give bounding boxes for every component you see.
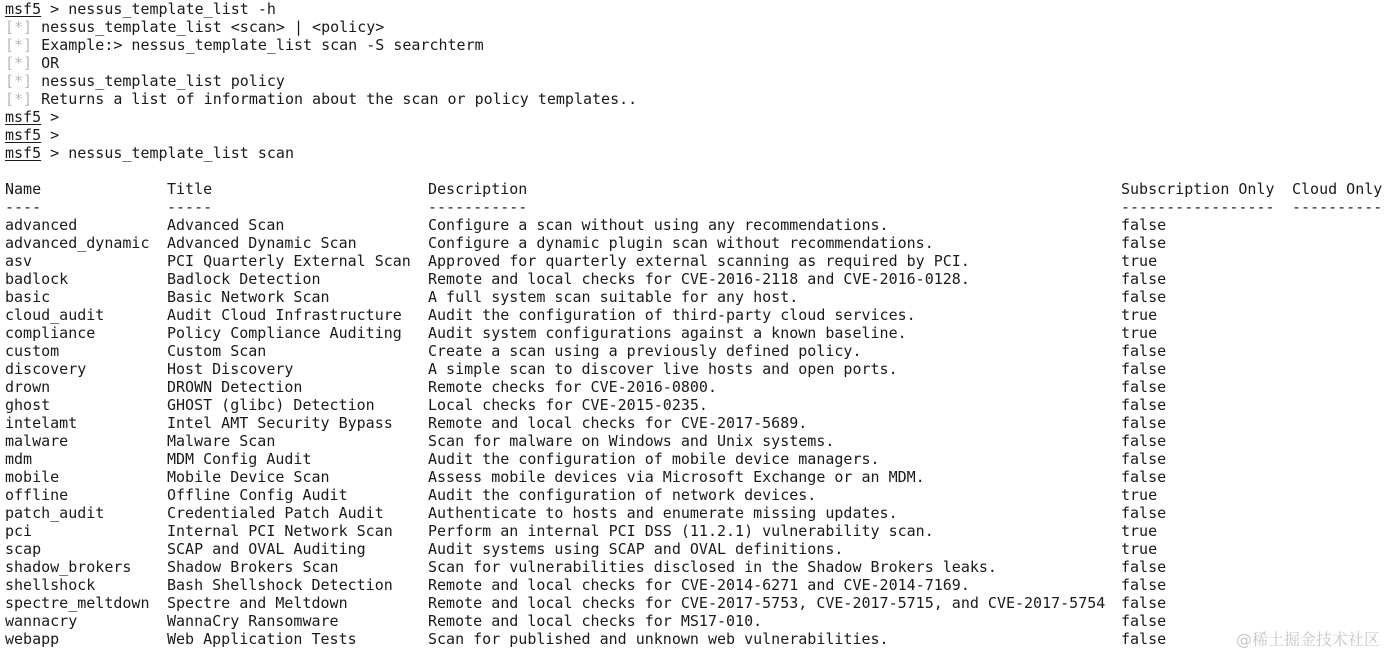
cell-title: Advanced Scan — [167, 216, 285, 234]
prompt-label: msf5 — [5, 126, 42, 144]
table-row — [5, 306, 1385, 324]
cell-subscription-only: false — [1121, 468, 1167, 486]
cell-subscription-only: false — [1121, 414, 1167, 432]
separator-subscription-only: ----------------- — [1121, 198, 1275, 216]
cell-name: badlock — [5, 270, 69, 288]
table-row — [5, 594, 1385, 612]
cell-subscription-only: false — [1121, 396, 1167, 414]
line-text: OR — [32, 54, 60, 72]
cell-description: Remote and local checks for MS17-010. — [428, 612, 763, 630]
command-line — [5, 108, 1385, 126]
watermark: @稀土掘金技术社区 — [1235, 630, 1380, 649]
cell-description: Audit the configuration of network devices. — [428, 486, 817, 504]
cell-name: mobile — [5, 468, 60, 486]
table-row — [5, 630, 1385, 648]
cell-title: MDM Config Audit — [167, 450, 312, 468]
separator-title: ----- — [167, 198, 213, 216]
table-header-row — [5, 180, 1385, 198]
table-row — [5, 216, 1385, 234]
line-text: > — [41, 108, 60, 126]
prompt-label: msf5 — [5, 0, 42, 18]
line-text: Returns a list of information about the scan or policy templates.. — [32, 90, 638, 108]
command-line — [5, 126, 1385, 144]
cell-title: Badlock Detection — [167, 270, 321, 288]
table-row — [5, 234, 1385, 252]
info-marker: [*] — [5, 18, 33, 36]
cell-name: pci — [5, 522, 33, 540]
cell-subscription-only: false — [1121, 432, 1167, 450]
cell-title: WannaCry Ransomware — [167, 612, 339, 630]
table-body — [5, 216, 1385, 648]
cell-name: wannacry — [5, 612, 78, 630]
cell-subscription-only: false — [1121, 558, 1167, 576]
cell-subscription-only: true — [1121, 306, 1158, 324]
table-row — [5, 414, 1385, 432]
cell-name: patch_audit — [5, 504, 105, 522]
line-text: > — [41, 126, 60, 144]
cell-name: mdm — [5, 450, 33, 468]
cell-subscription-only: true — [1121, 486, 1158, 504]
prompt-label: msf5 — [5, 144, 42, 162]
table-row — [5, 378, 1385, 396]
terminal-output — [5, 0, 1385, 648]
template-table — [5, 180, 1385, 648]
line-text: nessus_template_list <scan> | <policy> — [32, 18, 385, 36]
cell-name: discovery — [5, 360, 87, 378]
cell-subscription-only: false — [1121, 630, 1167, 648]
cell-subscription-only: false — [1121, 360, 1167, 378]
cell-subscription-only: true — [1121, 324, 1158, 342]
cell-subscription-only: false — [1121, 288, 1167, 306]
cell-name: custom — [5, 342, 60, 360]
cell-title: Credentialed Patch Audit — [167, 504, 384, 522]
cell-description: Scan for published and unknown web vulnerabilities. — [428, 630, 889, 648]
info-marker: [*] — [5, 90, 33, 108]
cell-title: DROWN Detection — [167, 378, 303, 396]
table-row — [5, 288, 1385, 306]
info-marker: [*] — [5, 54, 33, 72]
cell-description: Audit system configurations against a known baseline. — [428, 324, 907, 342]
cell-name: offline — [5, 486, 69, 504]
cell-subscription-only: true — [1121, 540, 1158, 558]
cell-description: Perform an internal PCI DSS (11.2.1) vulnerability scan. — [428, 522, 934, 540]
cell-name: compliance — [5, 324, 96, 342]
cell-name: basic — [5, 288, 51, 306]
cell-description: Remote and local checks for CVE-2014-6271 and CVE-2014-7169. — [428, 576, 970, 594]
cell-description: Scan for malware on Windows and Unix systems. — [428, 432, 835, 450]
line-text: > nessus_template_list -h — [41, 0, 276, 18]
cell-subscription-only: false — [1121, 612, 1167, 630]
cell-name: shadow_brokers — [5, 558, 132, 576]
cell-description: Approved for quarterly external scanning as required by PCI. — [428, 252, 970, 270]
cell-description: Assess mobile devices via Microsoft Exchange or an MDM. — [428, 468, 925, 486]
cell-description: Remote and local checks for CVE-2017-5689. — [428, 414, 808, 432]
cell-subscription-only: false — [1121, 216, 1167, 234]
cell-name: advanced_dynamic — [5, 234, 150, 252]
cell-title: GHOST (glibc) Detection — [167, 396, 375, 414]
table-row — [5, 324, 1385, 342]
cell-description: Remote and local checks for CVE-2017-5753, CVE-2017-5715, and CVE-2017-5754 — [428, 594, 1106, 612]
info-line — [5, 90, 1385, 108]
table-row — [5, 450, 1385, 468]
cell-title: Basic Network Scan — [167, 288, 330, 306]
cell-name: advanced — [5, 216, 78, 234]
cell-title: Shadow Brokers Scan — [167, 558, 339, 576]
cell-description: Remote checks for CVE-2016-0800. — [428, 378, 717, 396]
cell-title: Policy Compliance Auditing — [167, 324, 402, 342]
table-row — [5, 486, 1385, 504]
command-log — [5, 0, 1385, 162]
command-line — [5, 144, 1385, 162]
cell-title: Intel AMT Security Bypass — [167, 414, 393, 432]
cell-description: Audit the configuration of mobile device managers. — [428, 450, 880, 468]
info-line — [5, 54, 1385, 72]
cell-title: Offline Config Audit — [167, 486, 348, 504]
cell-name: asv — [5, 252, 33, 270]
cell-subscription-only: false — [1121, 342, 1167, 360]
header-subscription-only: Subscription Only — [1121, 180, 1275, 198]
prompt-label: msf5 — [5, 108, 42, 126]
cell-title: Internal PCI Network Scan — [167, 522, 393, 540]
cell-title: Host Discovery — [167, 360, 294, 378]
separator-cloud-only: ---------- — [1292, 198, 1383, 216]
separator-description: ----------- — [428, 198, 528, 216]
cell-name: webapp — [5, 630, 60, 648]
cell-description: Authenticate to hosts and enumerate missing updates. — [428, 504, 898, 522]
header-title: Title — [167, 180, 213, 198]
cell-subscription-only: true — [1121, 522, 1158, 540]
cell-description: Configure a scan without using any recommendations. — [428, 216, 889, 234]
cell-name: scap — [5, 540, 42, 558]
cell-title: Mobile Device Scan — [167, 468, 330, 486]
header-cloud-only: Cloud Only — [1292, 180, 1383, 198]
cell-description: Remote and local checks for CVE-2016-2118 and CVE-2016-0128. — [428, 270, 970, 288]
table-row — [5, 270, 1385, 288]
table-row — [5, 432, 1385, 450]
cell-subscription-only: false — [1121, 594, 1167, 612]
command-line — [5, 0, 1385, 18]
cell-name: ghost — [5, 396, 51, 414]
cell-description: A simple scan to discover live hosts and open ports. — [428, 360, 898, 378]
cell-subscription-only: false — [1121, 378, 1167, 396]
cell-name: cloud_audit — [5, 306, 105, 324]
header-description: Description — [428, 180, 528, 198]
line-text: > nessus_template_list scan — [41, 144, 294, 162]
cell-subscription-only: false — [1121, 234, 1167, 252]
table-row — [5, 540, 1385, 558]
info-line — [5, 18, 1385, 36]
cell-name: intelamt — [5, 414, 78, 432]
table-row — [5, 396, 1385, 414]
cell-title: Web Application Tests — [167, 630, 357, 648]
cell-name: shellshock — [5, 576, 96, 594]
info-line — [5, 72, 1385, 90]
info-marker: [*] — [5, 72, 33, 90]
cell-subscription-only: false — [1121, 576, 1167, 594]
cell-description: Scan for vulnerabilities disclosed in the Shadow Brokers leaks. — [428, 558, 997, 576]
cell-name: malware — [5, 432, 69, 450]
cell-name: drown — [5, 378, 51, 396]
separator-name: ---- — [5, 198, 42, 216]
table-row — [5, 558, 1385, 576]
table-row — [5, 252, 1385, 270]
cell-description: A full system scan suitable for any host. — [428, 288, 799, 306]
table-row — [5, 576, 1385, 594]
table-row — [5, 342, 1385, 360]
line-text: Example:> nessus_template_list scan -S searchterm — [32, 36, 484, 54]
table-separator-row — [5, 198, 1385, 216]
cell-title: Advanced Dynamic Scan — [167, 234, 357, 252]
cell-title: Custom Scan — [167, 342, 267, 360]
info-marker: [*] — [5, 36, 33, 54]
cell-subscription-only: false — [1121, 450, 1167, 468]
cell-title: PCI Quarterly External Scan — [167, 252, 411, 270]
line-text: nessus_template_list policy — [32, 72, 285, 90]
header-name: Name — [5, 180, 42, 198]
cell-title: SCAP and OVAL Auditing — [167, 540, 366, 558]
cell-description: Audit the configuration of third-party cloud services. — [428, 306, 916, 324]
cell-title: Spectre and Meltdown — [167, 594, 348, 612]
table-row — [5, 360, 1385, 378]
info-line — [5, 36, 1385, 54]
cell-title: Audit Cloud Infrastructure — [167, 306, 402, 324]
cell-description: Local checks for CVE-2015-0235. — [428, 396, 708, 414]
table-row — [5, 522, 1385, 540]
cell-description: Audit systems using SCAP and OVAL definitions. — [428, 540, 844, 558]
cell-title: Bash Shellshock Detection — [167, 576, 393, 594]
cell-subscription-only: false — [1121, 504, 1167, 522]
cell-description: Configure a dynamic plugin scan without recommendations. — [428, 234, 934, 252]
table-row — [5, 468, 1385, 486]
cell-subscription-only: false — [1121, 270, 1167, 288]
cell-description: Create a scan using a previously defined policy. — [428, 342, 862, 360]
cell-name: spectre_meltdown — [5, 594, 150, 612]
cell-subscription-only: true — [1121, 252, 1158, 270]
blank-line — [5, 162, 1385, 180]
table-row — [5, 504, 1385, 522]
table-row — [5, 612, 1385, 630]
cell-title: Malware Scan — [167, 432, 276, 450]
